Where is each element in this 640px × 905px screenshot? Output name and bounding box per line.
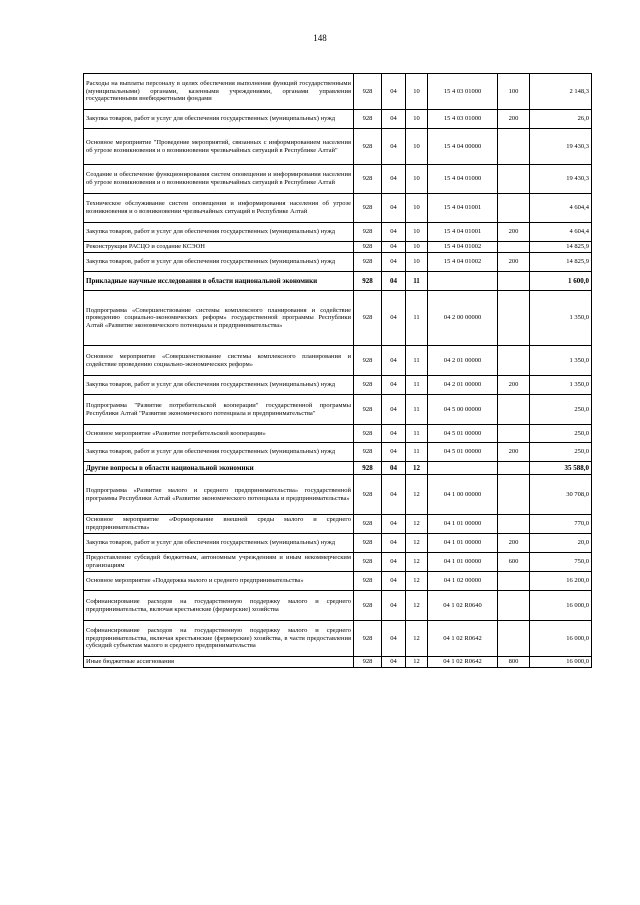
- section-code: 04: [382, 223, 406, 242]
- target-article-code: 15 4 04 00000: [428, 129, 498, 165]
- section-code: 04: [382, 515, 406, 534]
- row-description: Основное мероприятие "Проведение мероприятий, связанных с информированием населения об угрозе возникновения и о возникновении чрезвычайных ситуаций в Республике Алтай": [84, 129, 354, 165]
- expense-type-code: [498, 425, 530, 443]
- expense-type-code: 200: [498, 110, 530, 129]
- subsection-code: 12: [406, 534, 428, 553]
- expense-type-code: [498, 291, 530, 346]
- section-code: 04: [382, 395, 406, 425]
- subsection-code: 10: [406, 242, 428, 253]
- amount-value: 4 604,4: [530, 223, 592, 242]
- row-description: Закупка товаров, работ и услуг для обеспечения государственных (муниципальных) нужд: [84, 534, 354, 553]
- subsection-code: 12: [406, 462, 428, 475]
- row-description: Закупка товаров, работ и услуг для обеспечения государственных (муниципальных) нужд: [84, 443, 354, 462]
- section-code: 04: [382, 242, 406, 253]
- target-article-code: 04 2 01 00000: [428, 376, 498, 395]
- section-code: 04: [382, 475, 406, 515]
- section-code: 04: [382, 253, 406, 272]
- amount-value: 19 430,3: [530, 165, 592, 194]
- target-article-code: 04 1 02 00000: [428, 572, 498, 591]
- amount-value: 770,0: [530, 515, 592, 534]
- expense-type-code: [498, 129, 530, 165]
- table-row: [84, 534, 592, 553]
- subsection-code: 11: [406, 291, 428, 346]
- row-description: Техническое обслуживание систем оповещения и информирования населения об угрозе возникновения и о возникновении чрезвычайных ситуаций в Республике Алтай: [84, 194, 354, 223]
- row-description: Закупка товаров, работ и услуг для обеспечения государственных (муниципальных) нужд: [84, 253, 354, 272]
- amount-value: 35 588,0: [530, 462, 592, 475]
- section-code: 04: [382, 291, 406, 346]
- table-row: [84, 272, 592, 291]
- table-row: [84, 129, 592, 165]
- subsection-code: 10: [406, 253, 428, 272]
- table-row: [84, 553, 592, 572]
- expense-type-code: 800: [498, 657, 530, 668]
- row-description: Прикладные научные исследования в области национальной экономики: [84, 272, 354, 291]
- table-row: [84, 165, 592, 194]
- table-row: [84, 223, 592, 242]
- target-article-code: 15 4 03 01000: [428, 110, 498, 129]
- subsection-code: 10: [406, 129, 428, 165]
- expense-type-code: [498, 194, 530, 223]
- grbs-code: 928: [354, 272, 382, 291]
- expense-type-code: [498, 621, 530, 657]
- table-row: [84, 74, 592, 110]
- page-number: 148: [313, 33, 327, 43]
- section-code: 04: [382, 272, 406, 291]
- row-description: Иные бюджетные ассигнования: [84, 657, 354, 668]
- grbs-code: 928: [354, 657, 382, 668]
- target-article-code: 15 4 04 01000: [428, 165, 498, 194]
- expense-type-code: [498, 591, 530, 621]
- amount-value: 26,0: [530, 110, 592, 129]
- grbs-code: 928: [354, 165, 382, 194]
- target-article-code: 04 1 00 00000: [428, 475, 498, 515]
- subsection-code: 12: [406, 621, 428, 657]
- table-row: [84, 621, 592, 657]
- row-description: Расходы на выплаты персоналу в целях обеспечения выполнения функций государственными (муниципальными) органами, казенными учреждениями, органами управления государственными внебюджетными фондами: [84, 74, 354, 110]
- table-row: [84, 346, 592, 376]
- amount-value: 250,0: [530, 443, 592, 462]
- grbs-code: 928: [354, 346, 382, 376]
- target-article-code: 04 2 01 00000: [428, 346, 498, 376]
- target-article-code: 04 1 01 00000: [428, 553, 498, 572]
- section-code: 04: [382, 425, 406, 443]
- expense-type-code: [498, 515, 530, 534]
- table-row: [84, 194, 592, 223]
- row-description: Софинансирование расходов на государственную поддержку малого и среднего предпринимательства, включая крестьянские (фермерские) хозяйства: [84, 591, 354, 621]
- grbs-code: 928: [354, 443, 382, 462]
- expense-type-code: [498, 165, 530, 194]
- target-article-code: 04 5 00 00000: [428, 395, 498, 425]
- amount-value: 20,0: [530, 534, 592, 553]
- grbs-code: 928: [354, 129, 382, 165]
- table-row: [84, 253, 592, 272]
- table-row: [84, 376, 592, 395]
- row-description: Подпрограмма "Развитие потребительской кооперации" государственной программы Республики Алтай "Развитие экономического потенциала и предпринимательства": [84, 395, 354, 425]
- target-article-code: 04 1 02 R0640: [428, 591, 498, 621]
- section-code: 04: [382, 110, 406, 129]
- expense-type-code: [498, 272, 530, 291]
- table-row: [84, 242, 592, 253]
- row-description: Реконструкция РАСЦО и создание КСЭОН: [84, 242, 354, 253]
- expense-type-code: 100: [498, 74, 530, 110]
- subsection-code: 11: [406, 272, 428, 291]
- table-row: [84, 291, 592, 346]
- table-row: [84, 515, 592, 534]
- amount-value: 1 350,0: [530, 346, 592, 376]
- target-article-code: 04 1 02 R0642: [428, 621, 498, 657]
- section-code: 04: [382, 591, 406, 621]
- section-code: 04: [382, 74, 406, 110]
- grbs-code: 928: [354, 242, 382, 253]
- expense-type-code: [498, 242, 530, 253]
- row-description: Софинансирование расходов на государственную поддержку малого и среднего предпринимательства, включая крестьянские (фермерские) хозяйства, в части предоставления субсидий субъектам малого и среднего предпринимательства: [84, 621, 354, 657]
- amount-value: 16 000,0: [530, 621, 592, 657]
- subsection-code: 11: [406, 376, 428, 395]
- subsection-code: 12: [406, 515, 428, 534]
- expense-type-code: 200: [498, 223, 530, 242]
- grbs-code: 928: [354, 253, 382, 272]
- row-description: Закупка товаров, работ и услуг для обеспечения государственных (муниципальных) нужд: [84, 110, 354, 129]
- row-description: Подпрограмма «Развитие малого и среднего предпринимательства» государственной программы Республики Алтай «Развитие экономического потенциала и предпринимательства»: [84, 475, 354, 515]
- subsection-code: 12: [406, 553, 428, 572]
- grbs-code: 928: [354, 425, 382, 443]
- section-code: 04: [382, 572, 406, 591]
- subsection-code: 11: [406, 443, 428, 462]
- section-code: 04: [382, 534, 406, 553]
- row-description: Основное мероприятие «Формирование внешней среды малого и среднего предпринимательства»: [84, 515, 354, 534]
- expense-type-code: [498, 475, 530, 515]
- section-code: 04: [382, 165, 406, 194]
- amount-value: 16 200,0: [530, 572, 592, 591]
- row-description: Основное мероприятие «Поддержка малого и среднего предпринимательства»: [84, 572, 354, 591]
- expense-type-code: 200: [498, 534, 530, 553]
- subsection-code: 10: [406, 223, 428, 242]
- table-row: [84, 425, 592, 443]
- target-article-code: 04 5 01 00000: [428, 443, 498, 462]
- expense-type-code: 200: [498, 376, 530, 395]
- table-row: [84, 572, 592, 591]
- expense-type-code: 600: [498, 553, 530, 572]
- target-article-code: 15 4 04 01001: [428, 194, 498, 223]
- amount-value: 1 600,0: [530, 272, 592, 291]
- grbs-code: 928: [354, 475, 382, 515]
- expense-type-code: [498, 462, 530, 475]
- section-code: 04: [382, 346, 406, 376]
- row-description: Предоставление субсидий бюджетным, автономным учреждениям и иным некоммерческим организациям: [84, 553, 354, 572]
- grbs-code: 928: [354, 572, 382, 591]
- grbs-code: 928: [354, 194, 382, 223]
- subsection-code: 12: [406, 475, 428, 515]
- section-code: 04: [382, 657, 406, 668]
- table-row: [84, 443, 592, 462]
- amount-value: 250,0: [530, 395, 592, 425]
- target-article-code: 15 4 04 01002: [428, 253, 498, 272]
- section-code: 04: [382, 376, 406, 395]
- section-code: 04: [382, 462, 406, 475]
- amount-value: 16 000,0: [530, 591, 592, 621]
- expense-type-code: [498, 395, 530, 425]
- section-code: 04: [382, 553, 406, 572]
- amount-value: 2 148,3: [530, 74, 592, 110]
- budget-table: [83, 73, 592, 668]
- target-article-code: [428, 462, 498, 475]
- subsection-code: 11: [406, 346, 428, 376]
- subsection-code: 10: [406, 194, 428, 223]
- table-row: [84, 110, 592, 129]
- grbs-code: 928: [354, 462, 382, 475]
- section-code: 04: [382, 621, 406, 657]
- grbs-code: 928: [354, 291, 382, 346]
- amount-value: 1 350,0: [530, 376, 592, 395]
- subsection-code: 12: [406, 657, 428, 668]
- section-code: 04: [382, 129, 406, 165]
- expense-type-code: [498, 346, 530, 376]
- row-description: Основное мероприятие «Совершенствование системы комплексного планирования и содействие проведению социально-экономических реформ»: [84, 346, 354, 376]
- target-article-code: 15 4 03 01000: [428, 74, 498, 110]
- amount-value: 19 430,3: [530, 129, 592, 165]
- table-row: [84, 462, 592, 475]
- amount-value: 30 708,0: [530, 475, 592, 515]
- subsection-code: 10: [406, 110, 428, 129]
- target-article-code: 15 4 04 01001: [428, 223, 498, 242]
- expense-type-code: [498, 572, 530, 591]
- amount-value: 4 604,4: [530, 194, 592, 223]
- grbs-code: 928: [354, 376, 382, 395]
- expense-type-code: 200: [498, 253, 530, 272]
- amount-value: 14 825,9: [530, 253, 592, 272]
- grbs-code: 928: [354, 395, 382, 425]
- amount-value: 1 350,0: [530, 291, 592, 346]
- target-article-code: 04 1 01 00000: [428, 515, 498, 534]
- section-code: 04: [382, 443, 406, 462]
- table-row: [84, 475, 592, 515]
- amount-value: 16 000,0: [530, 657, 592, 668]
- grbs-code: 928: [354, 534, 382, 553]
- table-row: [84, 657, 592, 668]
- row-description: Создание и обеспечение функционирования систем оповещения и информирования населения об угрозе возникновения и о возникновении чрезвычайных ситуаций в Республике Алтай: [84, 165, 354, 194]
- amount-value: 750,0: [530, 553, 592, 572]
- table-row: [84, 591, 592, 621]
- table-row: [84, 395, 592, 425]
- target-article-code: 04 2 00 00000: [428, 291, 498, 346]
- budget-table-body: [84, 74, 592, 668]
- expense-type-code: 200: [498, 443, 530, 462]
- row-description: Подпрограмма «Совершенствование системы комплексного планирования и содействие проведению социально-экономических реформ» государственной программы Республики Алтай «Развитие экономического потенциала и предпринимательства»: [84, 291, 354, 346]
- subsection-code: 12: [406, 591, 428, 621]
- target-article-code: 04 5 01 00000: [428, 425, 498, 443]
- grbs-code: 928: [354, 553, 382, 572]
- grbs-code: 928: [354, 74, 382, 110]
- row-description: Закупка товаров, работ и услуг для обеспечения государственных (муниципальных) нужд: [84, 376, 354, 395]
- subsection-code: 10: [406, 165, 428, 194]
- row-description: Закупка товаров, работ и услуг для обеспечения государственных (муниципальных) нужд: [84, 223, 354, 242]
- section-code: 04: [382, 194, 406, 223]
- grbs-code: 928: [354, 621, 382, 657]
- target-article-code: 15 4 04 01002: [428, 242, 498, 253]
- row-description: Основное мероприятие «Развитие потребительской кооперации»: [84, 425, 354, 443]
- subsection-code: 10: [406, 74, 428, 110]
- amount-value: 14 825,9: [530, 242, 592, 253]
- target-article-code: 04 1 01 00000: [428, 534, 498, 553]
- grbs-code: 928: [354, 110, 382, 129]
- grbs-code: 928: [354, 591, 382, 621]
- subsection-code: 12: [406, 572, 428, 591]
- amount-value: 250,0: [530, 425, 592, 443]
- grbs-code: 928: [354, 515, 382, 534]
- target-article-code: 04 1 02 R0642: [428, 657, 498, 668]
- subsection-code: 11: [406, 395, 428, 425]
- row-description: Другие вопросы в области национальной экономики: [84, 462, 354, 475]
- target-article-code: [428, 272, 498, 291]
- subsection-code: 11: [406, 425, 428, 443]
- grbs-code: 928: [354, 223, 382, 242]
